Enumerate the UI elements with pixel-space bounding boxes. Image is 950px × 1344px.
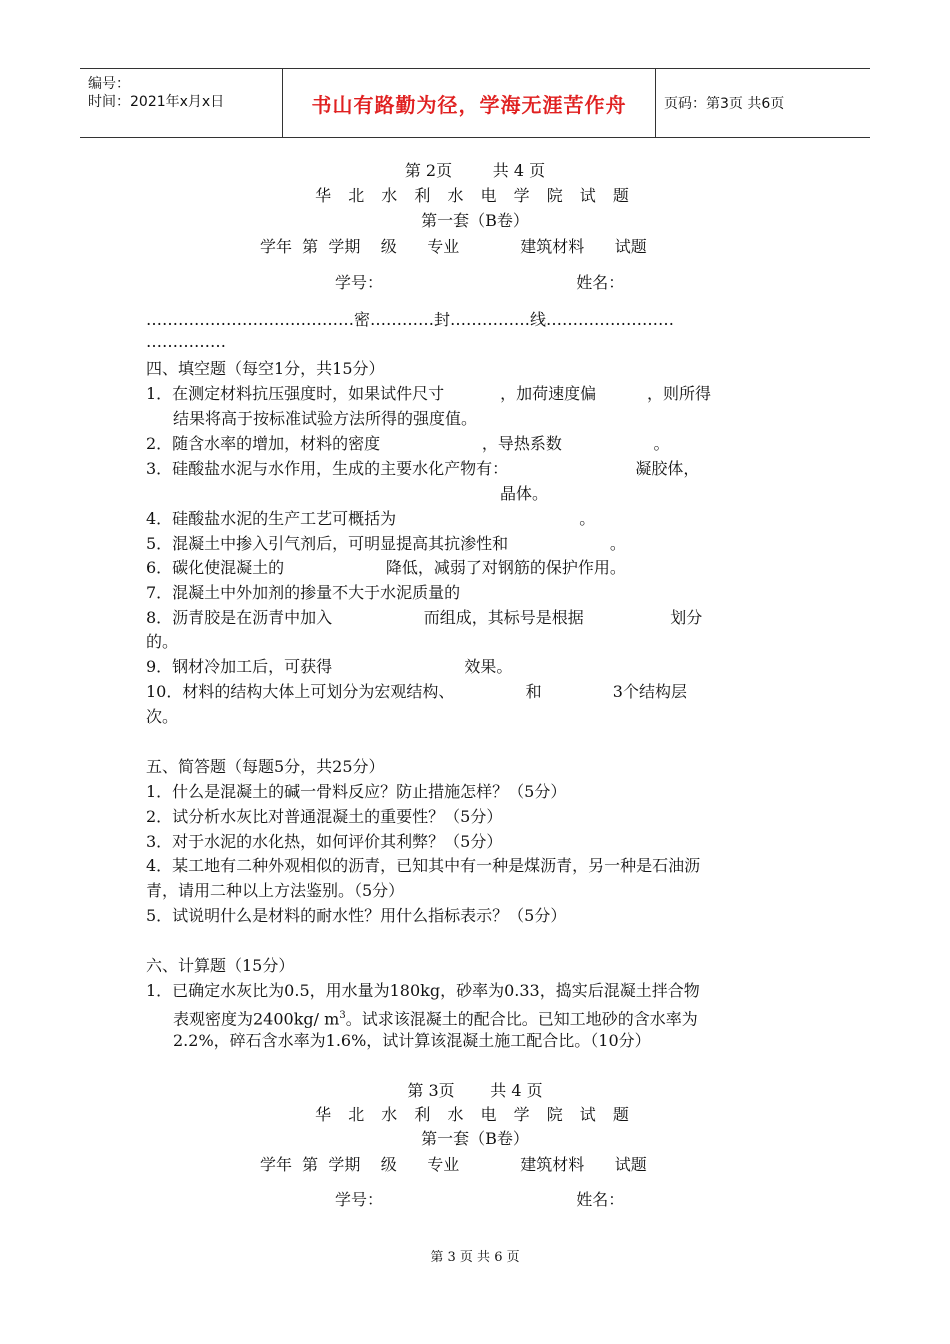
section6-title: 六、计算题（15分） — [146, 956, 295, 975]
serial-label: 编号： — [88, 76, 130, 92]
section4-q3-continued: 晶体。 — [500, 484, 549, 503]
section6-q1-line2-pre: 表观密度为2400kg/ m — [173, 1009, 340, 1029]
block2-school-title: 华 北 水 利 水 电 学 院 试 题 — [315, 1105, 635, 1124]
block1-set-title: 第一套（B卷） — [421, 211, 529, 230]
block1-school-title: 华 北 水 利 水 电 学 院 试 题 — [315, 186, 635, 205]
block2-set-title: 第一套（B卷） — [421, 1129, 529, 1148]
section6-q1-line2-post: 。试求该混凝土的配合比。已知工地砂的含水率为 — [345, 1009, 698, 1029]
section4-q1-continued: 结果将高于按标准试验方法所得的强度值。 — [173, 409, 478, 428]
block2-id-line: 学号： 姓名： — [335, 1190, 625, 1209]
page-footer: 第 3 页 共 6 页 — [430, 1250, 520, 1265]
seal-line: …………………………………密…………封……………线…………………… — [146, 310, 675, 329]
section4-q8: 8．沥青胶是在沥青中加入 而组成，其标号是根据 划分 — [146, 608, 703, 627]
section5-q2: 2．试分析水灰比对普通混凝土的重要性？（5分） — [146, 807, 503, 826]
seal-line-continued: …………… — [146, 332, 226, 351]
section4-q10: 10．材料的结构大体上可划分为宏观结构、 和 3个结构层 — [146, 682, 687, 701]
document-header — [80, 68, 870, 138]
block1-course-line: 学年 第 学期 级 专业 建筑材料 试题 — [260, 237, 647, 256]
section4-q2: 2．随含水率的增加，材料的密度 ，导热系数 。 — [146, 434, 670, 453]
header-meta — [80, 69, 282, 137]
section5-title: 五、简答题（每题5分，共25分） — [146, 757, 385, 776]
page-label: 页码：第3页 共6页 — [664, 96, 785, 112]
time-label: 时间：2021年x月x日 — [88, 94, 225, 110]
header-motto-cell — [282, 69, 656, 137]
section4-q10-continued: 次。 — [146, 707, 179, 726]
block2-course-line: 学年 第 学期 级 专业 建筑材料 试题 — [260, 1155, 647, 1174]
motto: 书山有路勤为径，学海无涯苦作舟 — [311, 92, 627, 117]
section5-q5: 5．试说明什么是材料的耐水性？用什么指标表示？（5分） — [146, 906, 567, 925]
section5-q4: 4．某工地有二种外观相似的沥青，已知其中有一种是煤沥青，另一种是石油沥 — [146, 856, 701, 875]
section4-q1: 1．在测定材料抗压强度时，如果试件尺寸 ，加荷速度偏 ，则所得 — [146, 384, 711, 403]
section6-q1-line3: 2.2%，碎石含水率为1.6%，试计算该混凝土施工配合比。（10分） — [173, 1031, 651, 1050]
block2-page-number: 第 3页 共 4 页 — [407, 1081, 543, 1100]
section4-q4: 4．硅酸盐水泥的生产工艺可概括为 。 — [146, 509, 596, 528]
section6-q1-line2 — [173, 1005, 698, 1030]
section4-q9: 9．钢材冷加工后，可获得 效果。 — [146, 657, 513, 676]
section5-q1: 1．什么是混凝土的碱一骨料反应？防止措施怎样？（5分） — [146, 782, 567, 801]
section4-q3: 3．硅酸盐水泥与水作用，生成的主要水化产物有： 凝胶体， — [146, 459, 700, 478]
section4-q6: 6．碳化使混凝土的 降低，减弱了对钢筋的保护作用。 — [146, 558, 626, 577]
section6-q1: 1．已确定水灰比为0.5，用水量为180kg，砂率为0.33，捣实后混凝土拌合物 — [146, 981, 700, 1000]
section4-q7: 7．混凝土中外加剂的掺量不大于水泥质量的 — [146, 583, 461, 602]
superscript-3: 3 — [339, 1010, 346, 1021]
section5-q4-continued: 青，请用二种以上方法鉴别。（5分） — [146, 881, 405, 900]
section4-title: 四、填空题（每空1分，共15分） — [146, 359, 385, 378]
section5-q3: 3．对于水泥的水化热，如何评价其利弊？（5分） — [146, 832, 503, 851]
block1-page-number: 第 2页 共 4 页 — [404, 161, 546, 180]
header-page-cell — [654, 69, 870, 137]
block1-id-line: 学号： 姓名： — [335, 273, 625, 292]
section4-q8-continued: 的。 — [146, 632, 179, 651]
section4-q5: 5．混凝土中掺入引气剂后，可明显提高其抗渗性和 。 — [146, 534, 626, 553]
